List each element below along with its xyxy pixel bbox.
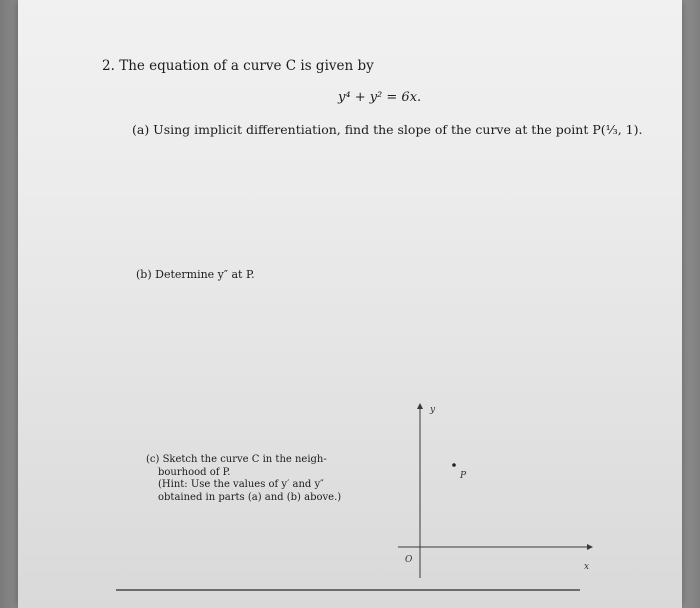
question-intro-text: The equation of a curve C is given by (119, 58, 374, 74)
y-axis-label: y (430, 405, 436, 415)
question-number: 2. (102, 58, 115, 74)
curve-equation: y⁴ + y² = 6x. (338, 90, 422, 105)
part-b-text: (b) Determine y″ at P. (136, 268, 255, 281)
part-c-line: bourhood of P. (158, 466, 231, 478)
x-axis-label: x (584, 562, 590, 572)
worksheet-page (18, 0, 682, 608)
sketch-axes (18, 0, 682, 608)
origin-label: O (405, 555, 413, 565)
point-p-label: P (460, 471, 467, 481)
part-c-line: (c) Sketch the curve C in the neigh- (146, 454, 327, 465)
part-a-text: (a) Using implicit differentiation, find the slope of the curve at the point P(⅓, 1). (132, 122, 643, 137)
point-p-marker (452, 463, 456, 467)
part-c-line: obtained in parts (a) and (b) above.) (158, 491, 342, 503)
part-c-line: (Hint: Use the values of y′ and y″ (158, 479, 324, 490)
